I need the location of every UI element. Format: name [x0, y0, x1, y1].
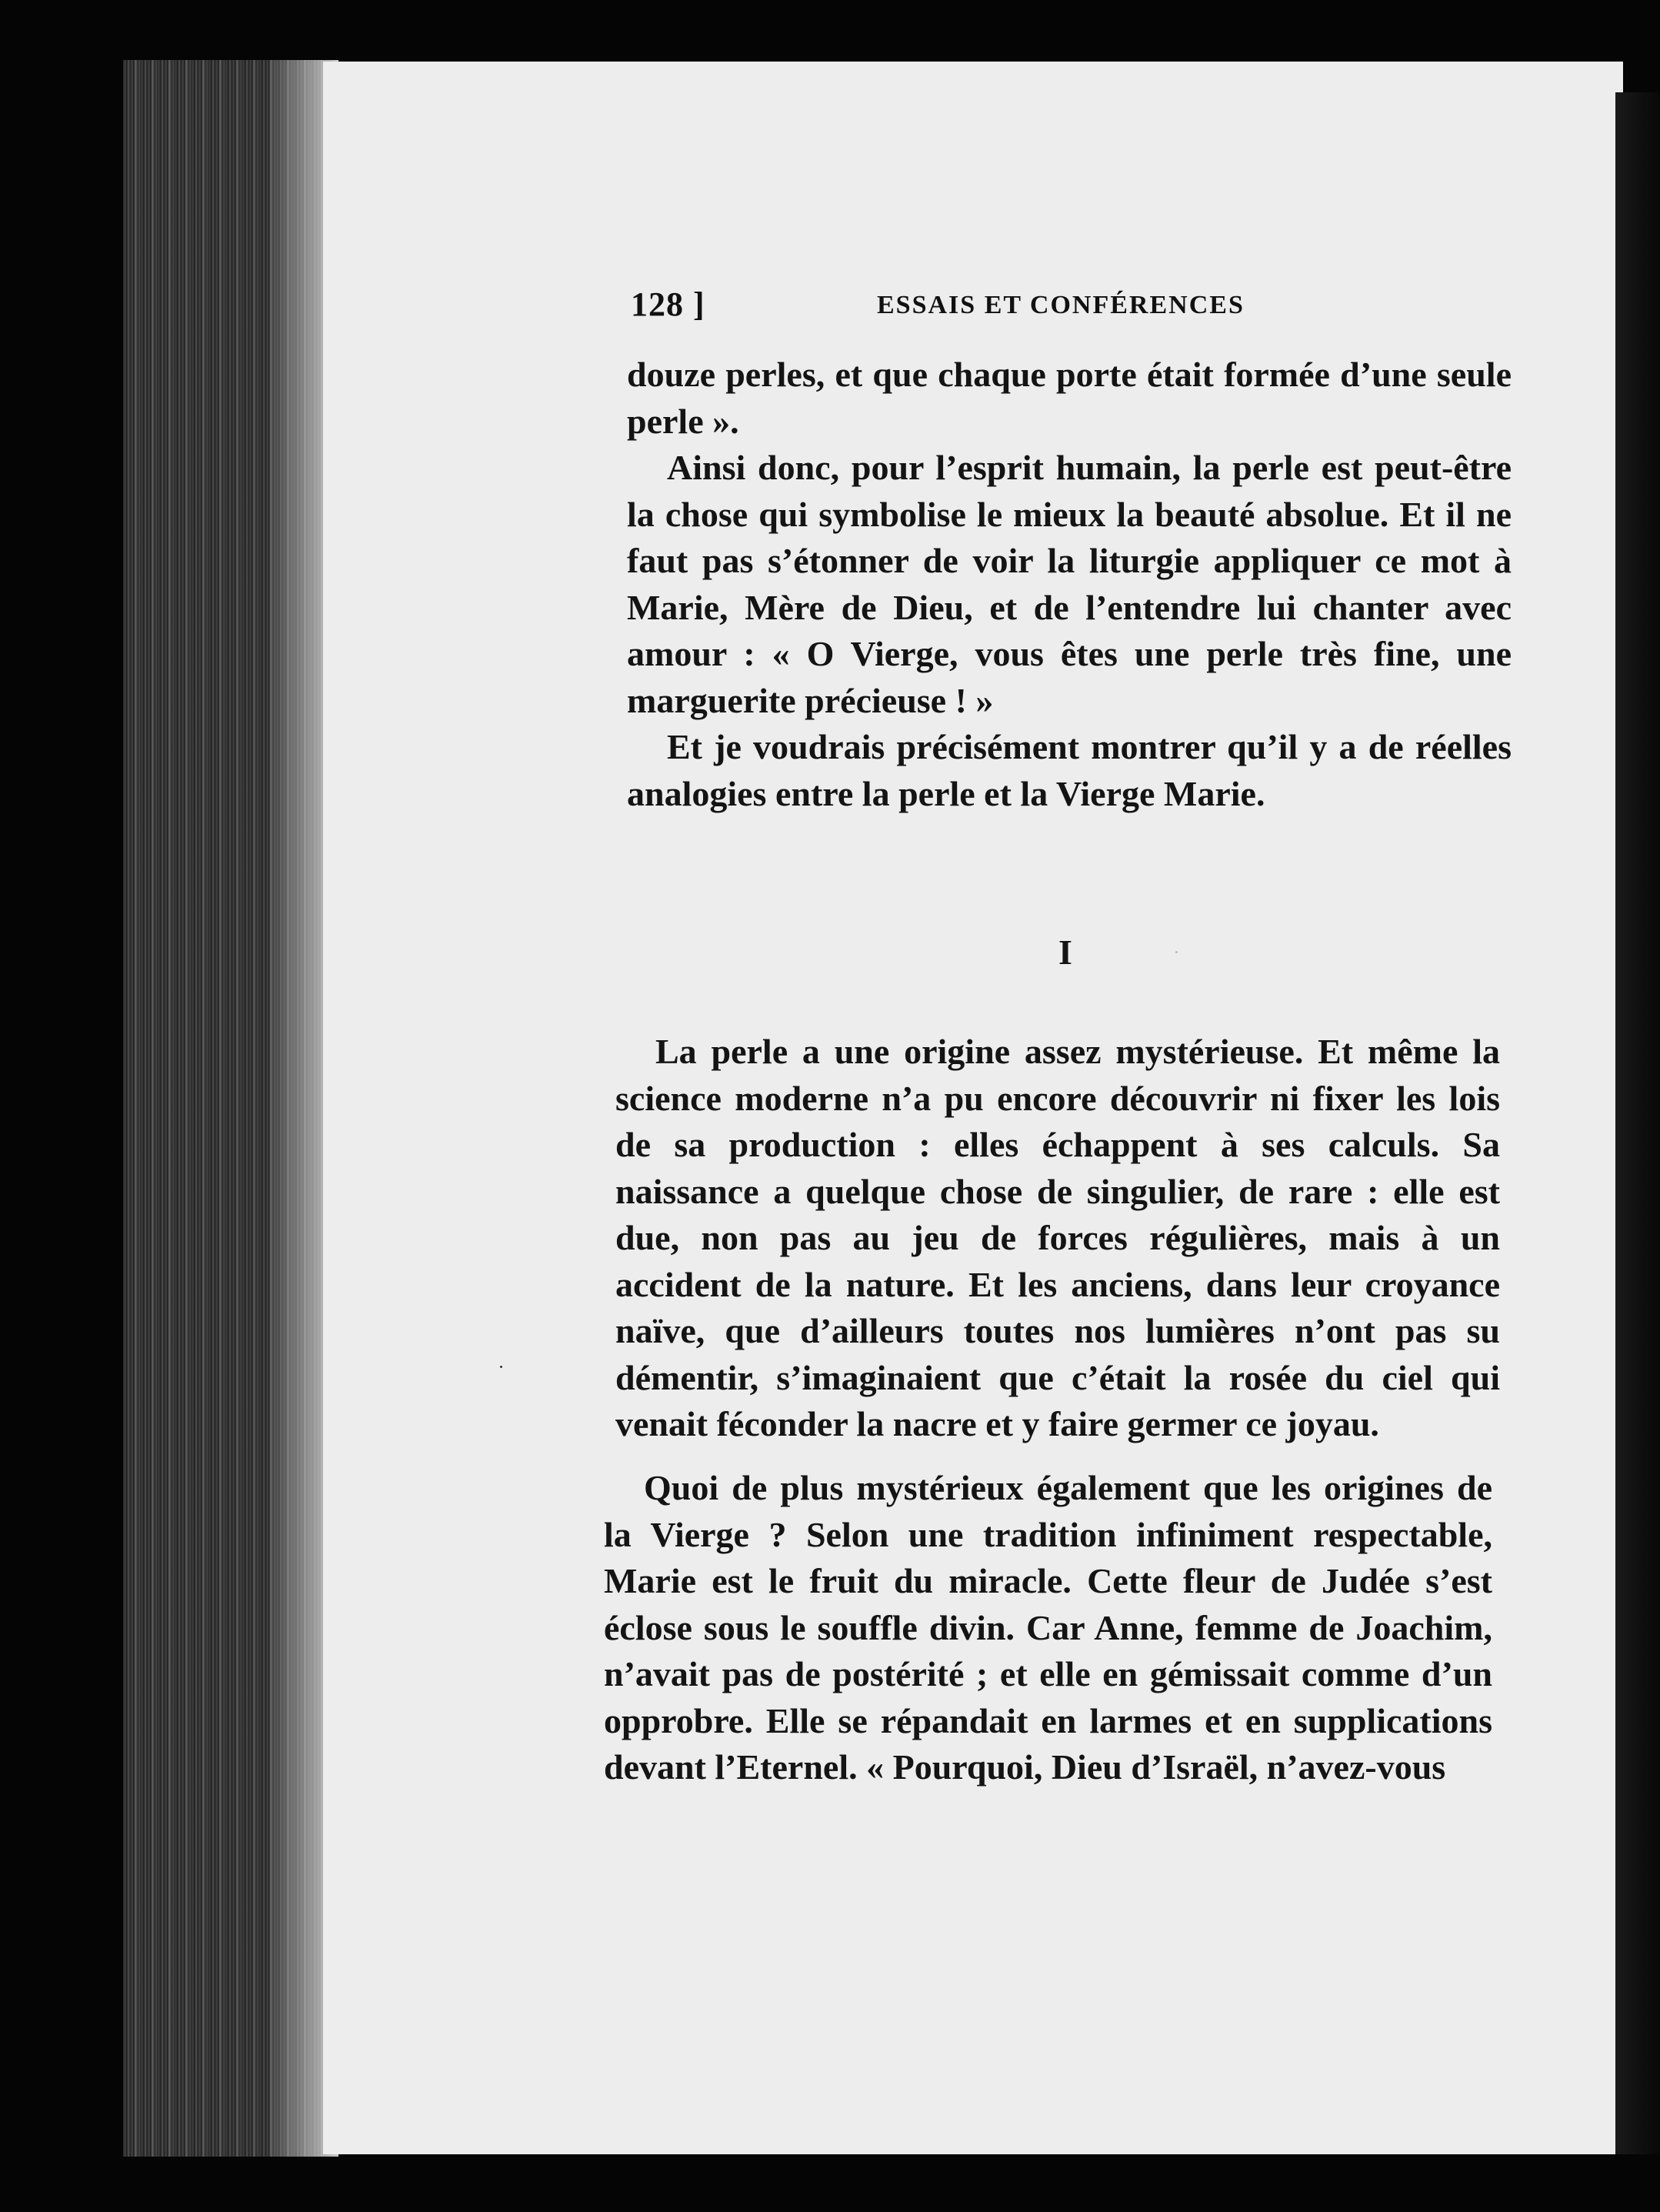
text-block-intro: [627, 352, 1512, 817]
page-number: 128 ]: [631, 285, 705, 323]
text-block-section-1-cont: [604, 1465, 1492, 1791]
right-page-shadow: [1615, 92, 1660, 2154]
paragraph-2: Ainsi donc, pour l’esprit humain, la perle est peut-être la chose qui symbolise le mieux la beauté absolue. Et il ne faut pas s’étonner de voir la liturgie appliquer ce mot à Marie, Mère de Dieu, et de l’entendre lui chanter avec amour : « O Vierge, vous êtes une perle très fine, une marguerite précieuse ! »: [627, 448, 1512, 720]
dust-speck: [1175, 951, 1178, 953]
paragraph-4: La perle a une origine assez mystérieuse. Et même la science moderne n’a pu encore découvrir ni fixer les lois de sa production : elles échappent à ses calculs. Sa naissance a quelque chose de singulier, de rare : elle est due, non pas au jeu de forces régulières, mais à un accident de la nature. Et les anciens, dans leur croyance naïve, que d’ailleurs toutes nos lumières n’ont pas su démentir, s’imaginaient que c’était la rosée du ciel qui venait féconder la nacre et y faire germer ce joyau.: [615, 1032, 1500, 1443]
paragraph-3: Et je voudrais précisément montrer qu’il y a de réelles analogies entre la perle et la Vierge Marie.: [627, 727, 1512, 813]
section-number: I: [1058, 933, 1072, 972]
dust-speck: [500, 1366, 502, 1368]
running-title: ESSAIS ET CONFÉRENCES: [877, 291, 1245, 319]
paragraph-1: douze perles, et que chaque porte était formée d’une seule perle ».: [627, 355, 1512, 441]
book-page-edges: [123, 60, 338, 2157]
paragraph-5: Quoi de plus mystérieux également que les origines de la Vierge ? Selon une tradition infiniment respectable, Marie est le fruit du miracle. Cette fleur de Judée s’est éclose sous le souffle divin. Car Anne, femme de Joachim, n’avait pas de postérité ; et elle en gémissait comme d’un opprobre. Elle se répandait en larmes et en supplications devant l’Eternel. « Pourquoi, Dieu d’Israël, n’avez-vous: [604, 1468, 1492, 1787]
text-block-section-1: [615, 1029, 1500, 1448]
running-head: [631, 285, 1515, 323]
